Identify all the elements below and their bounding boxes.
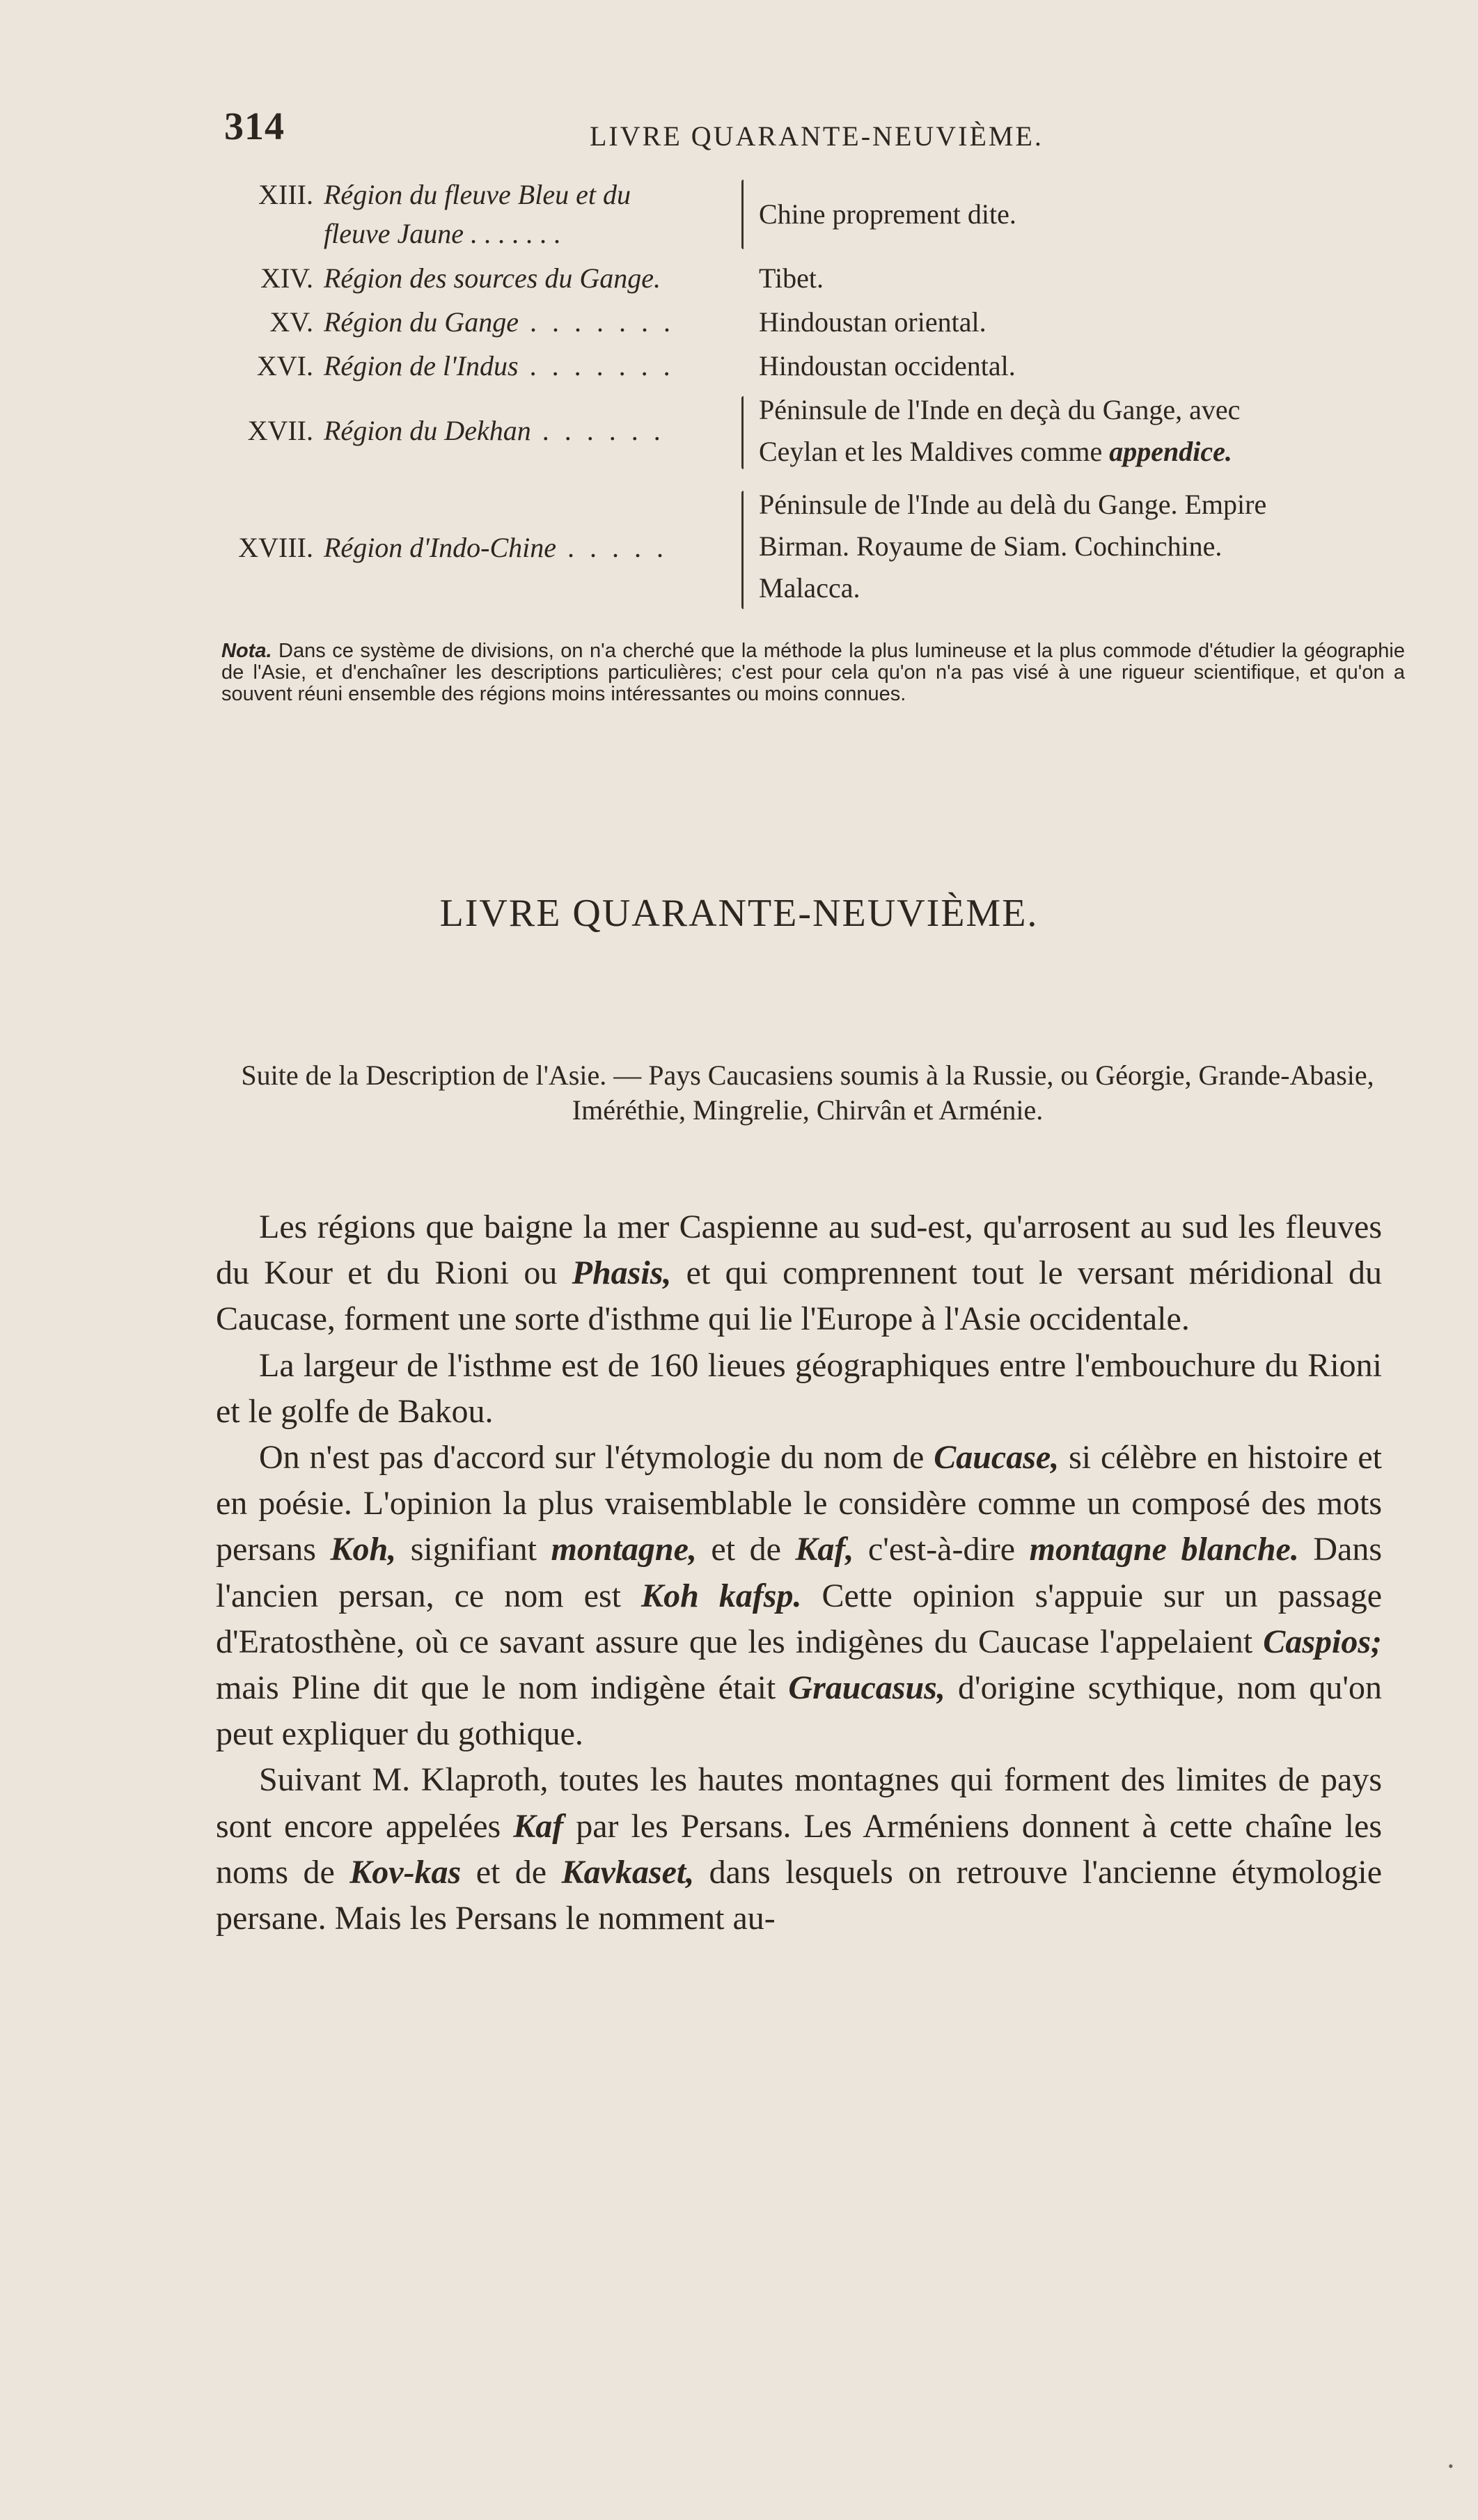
paragraph xyxy=(216,1343,1382,1435)
leader-dots: . . . . . . xyxy=(530,415,665,446)
text: mais Pline dit que le nom indigène était xyxy=(216,1669,789,1707)
region-name: Région des sources du Gange. xyxy=(324,262,661,294)
text: si célèbre en histoire et en poésie. L'opinion la plus vraisemblable le considère comme un composé des mots persans xyxy=(216,1439,1383,1568)
text: et de xyxy=(461,1853,562,1891)
text: signifiant xyxy=(396,1531,551,1568)
leader-dots: . . . . . xyxy=(556,532,668,563)
region-country-line2: Ceylan et les Maldives comme xyxy=(759,436,1110,467)
text: c'est-à-dire xyxy=(854,1531,1030,1568)
emphasis: Kavkaset, xyxy=(561,1853,695,1891)
brace xyxy=(741,180,744,249)
body-text xyxy=(216,1204,1382,1942)
emphasis: Caspios; xyxy=(1263,1623,1382,1660)
region-number: XVII. xyxy=(247,415,313,446)
region-name-group xyxy=(324,410,665,452)
text: Dans l'ancien persan, ce nom est xyxy=(216,1531,1382,1614)
text: Les régions que baigne la mer Caspienne au sud-est, qu'arrosent au sud les fleuves du Kour et du Rioni ou xyxy=(216,1208,1382,1292)
page-number: 314 xyxy=(224,105,285,148)
page-header xyxy=(224,104,1408,160)
region-country xyxy=(759,484,1406,609)
emphasis: montagne blanche. xyxy=(1029,1531,1299,1568)
region-country xyxy=(759,389,1406,473)
emphasis: montagne, xyxy=(551,1531,697,1568)
region-name: Région du Dekhan xyxy=(324,415,531,446)
region-country-appendix: appendice. xyxy=(1109,436,1232,467)
region-name-line2: fleuve Jaune xyxy=(324,218,464,249)
emphasis: Kov-kas xyxy=(349,1853,462,1891)
paragraph xyxy=(216,1757,1382,1942)
region-name-continued xyxy=(324,213,561,255)
leader-dots: . . . . . . . xyxy=(518,306,675,338)
leader-dots: . . . . . . . xyxy=(464,218,561,249)
nota-paragraph xyxy=(221,640,1405,705)
text: Suivant M. Klaproth, toutes les hautes montagnes qui forment des limites de pays sont encore appelées xyxy=(216,1761,1382,1845)
book-title: LIVRE QUARANTE-NEUVIÈME. xyxy=(439,892,1039,935)
region-country: Hindoustan occidental. xyxy=(759,350,1016,381)
paragraph xyxy=(216,1435,1382,1757)
region-country-line1: Péninsule de l'Inde en deçà du Gange, avec xyxy=(759,394,1241,425)
region-name-group xyxy=(324,301,675,343)
region-name-group xyxy=(324,345,675,387)
region-country-line1: Péninsule de l'Inde au delà du Gange. Empire xyxy=(759,489,1267,520)
nota-text: Dans ce système de divisions, on n'a cherché que la méthode la plus lumineuse et la plus commode d'étudier la géographie de l'Asie, et d'enchaîner les descriptions particulières; c'est pour cela qu'on n'a pas visé à une rigueur scientifique, et qu'on a souvent réuni ensemble des régions moins intéressantes ou moins connues. xyxy=(221,640,1405,705)
running-title: LIVRE QUARANTE-NEUVIÈME. xyxy=(590,120,1044,152)
brace xyxy=(741,491,744,609)
region-name-group xyxy=(324,527,668,569)
region-number: XIV. xyxy=(260,262,313,294)
emphasis: Caucase, xyxy=(934,1439,1060,1476)
text: On n'est pas d'accord sur l'étymologie du nom de xyxy=(259,1439,934,1476)
region-country-line2: Birman. Royaume de Siam. Cochinchine. xyxy=(759,530,1223,562)
region-name: Région d'Indo-Chine xyxy=(324,532,557,563)
region-country: Tibet. xyxy=(759,262,824,294)
region-country-line3: Malacca. xyxy=(759,572,860,604)
text: d'origine scythique, nom qu'on peut expliquer du gothique. xyxy=(216,1669,1382,1753)
text: Cette opinion s'appuie sur un passage d'Eratosthène, où ce savant assure que les indigènes du Caucase l'appelaient xyxy=(216,1577,1382,1660)
region-country: Hindoustan oriental. xyxy=(759,306,986,338)
paragraph xyxy=(216,1204,1382,1343)
text: La largeur de l'isthme est de 160 lieues géographiques entre l'embouchure du Rioni et le golfe de Bakou. xyxy=(216,1346,1382,1430)
text: et de xyxy=(696,1531,796,1568)
chapter-summary: Suite de la Description de l'Asie. — Pays Caucasiens soumis à la Russie, ou Géorgie, Grande-Abasie, Iméréthie, Mingrelie, Chirvân et Arménie. xyxy=(241,1060,1374,1126)
region-name: Région de l'Indus xyxy=(324,350,519,381)
regions-table xyxy=(230,174,1406,627)
text: et qui comprennent tout le versant méridional du Caucase, forment une sorte d'isthme qui lie l'Europe à l'Asie occidentale. xyxy=(216,1254,1383,1338)
corner-mark: • xyxy=(1448,2457,1454,2475)
emphasis: Koh, xyxy=(330,1531,397,1568)
leader-dots: . . . . . . . xyxy=(518,350,675,381)
region-number: XV. xyxy=(269,306,313,338)
region-number: XVI. xyxy=(256,350,313,381)
emphasis: Kaf xyxy=(513,1807,564,1845)
region-name: Région du Gange xyxy=(324,306,519,338)
emphasis: Phasis, xyxy=(572,1254,672,1292)
nota-label: Nota. xyxy=(221,640,272,662)
text: dans lesquels on retrouve l'ancienne étymologie persane. Mais les Persans le nomment au- xyxy=(216,1853,1382,1937)
region-country: Chine proprement dite. xyxy=(759,198,1016,230)
emphasis: Kaf, xyxy=(795,1531,854,1568)
emphasis: Koh kafsp. xyxy=(641,1577,802,1614)
region-number: XVIII. xyxy=(238,532,313,563)
brace xyxy=(741,396,744,469)
text: par les Persans. Les Arméniens donnent à cette chaîne les noms de xyxy=(216,1807,1382,1891)
region-name: Région du fleuve Bleu et du xyxy=(324,179,631,210)
region-number: XIII. xyxy=(258,179,313,210)
emphasis: Graucasus, xyxy=(788,1669,945,1707)
